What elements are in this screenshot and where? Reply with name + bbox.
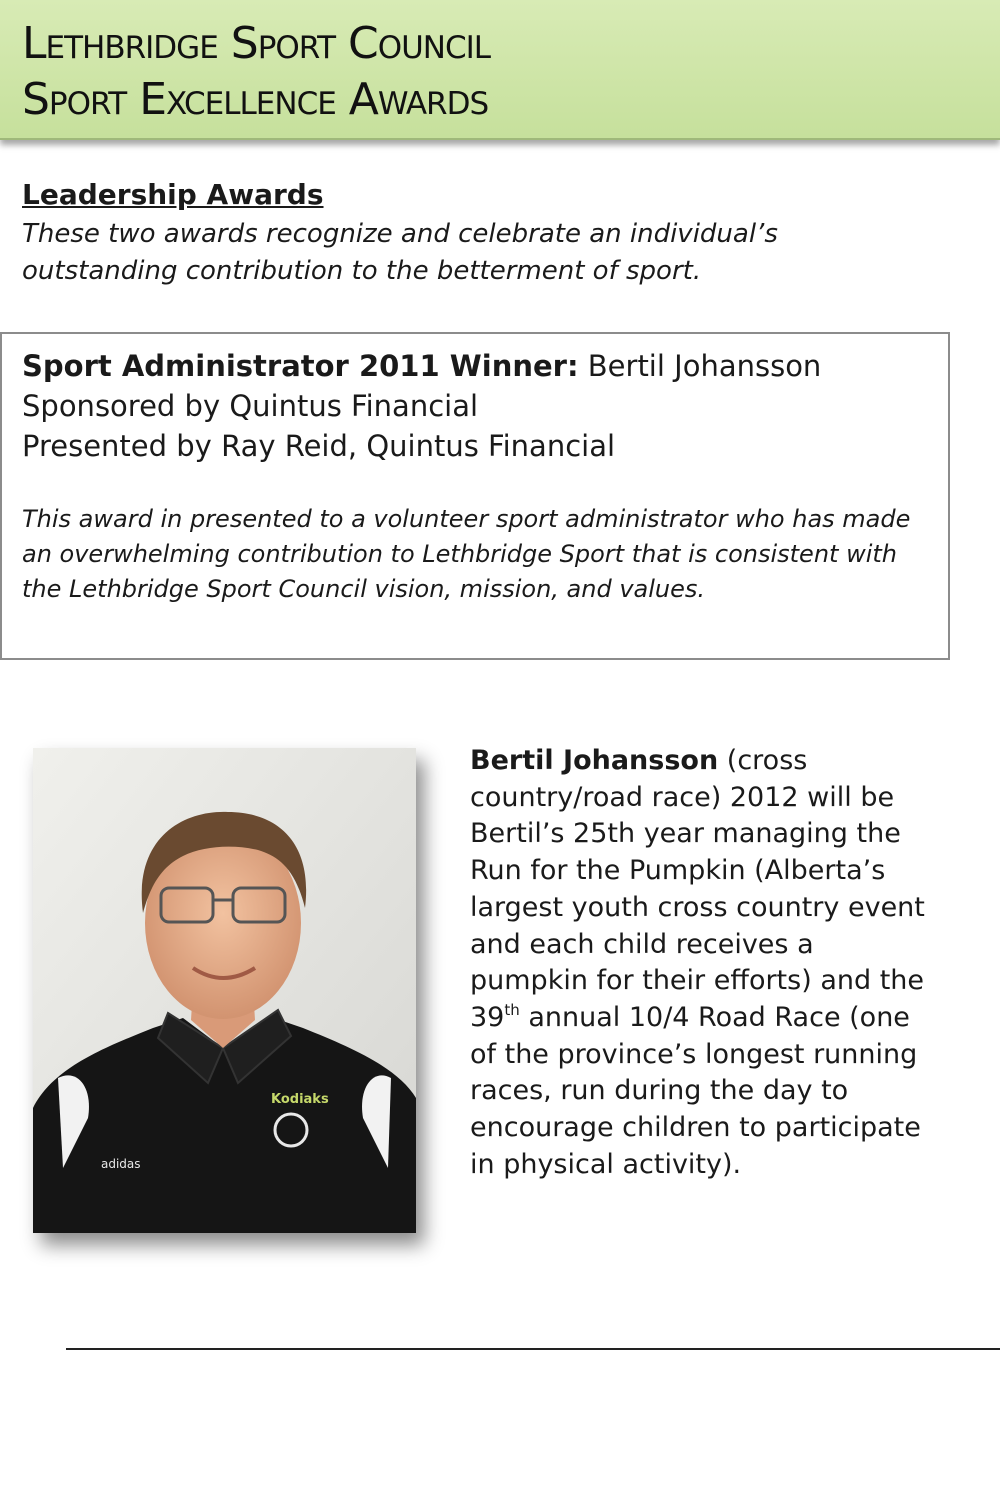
portrait-illustration — [33, 748, 416, 1233]
bio-text-part-2: annual 10/4 Road Race (one of the province’s longest running races, run during the day to encourage children to participate in physical activity). — [470, 1001, 921, 1180]
bio-paragraph — [470, 743, 930, 1183]
bio-name: Bertil Johansson — [470, 745, 719, 776]
award-sponsor: Sponsored by Quintus Financial — [22, 389, 479, 423]
award-title: Sport Administrator 2011 Winner: — [22, 349, 579, 383]
shirt-logo-text: Kodiaks — [271, 1092, 329, 1107]
award-presenter: Presented by Ray Reid, Quintus Financial — [22, 429, 616, 463]
section-description: These two awards recognize and celebrate an individual’s outstanding contribution to the betterment of sport. — [22, 219, 778, 286]
award-description: This award in presented to a volunteer sport administrator who has made an overwhelming contribution to Lethbridge Sport that is consistent with the Lethbridge Sport Council vision, mission, and values. — [22, 505, 911, 603]
award-box — [0, 332, 950, 660]
header-title-line-2: Sport Excellence Awards — [22, 74, 489, 125]
portrait-photo — [33, 748, 416, 1233]
award-title-line — [22, 346, 821, 386]
header-title-line-1: Lethbridge Sport Council — [22, 18, 491, 69]
bio-superscript: th — [504, 1000, 520, 1019]
shirt-brand-text: adidas — [101, 1157, 141, 1171]
section-heading: Leadership Awards — [22, 178, 324, 211]
award-winner: Bertil Johansson — [578, 349, 822, 383]
bio-text-part-1: (cross country/road race) 2012 will be Bertil’s 25th year managing the Run for the Pumpkin (Alberta’s largest youth cross country event and each child receives a pumpkin for their efforts) and the 39 — [470, 745, 925, 1033]
header-banner — [0, 0, 1000, 140]
footer-divider — [66, 1348, 1000, 1350]
